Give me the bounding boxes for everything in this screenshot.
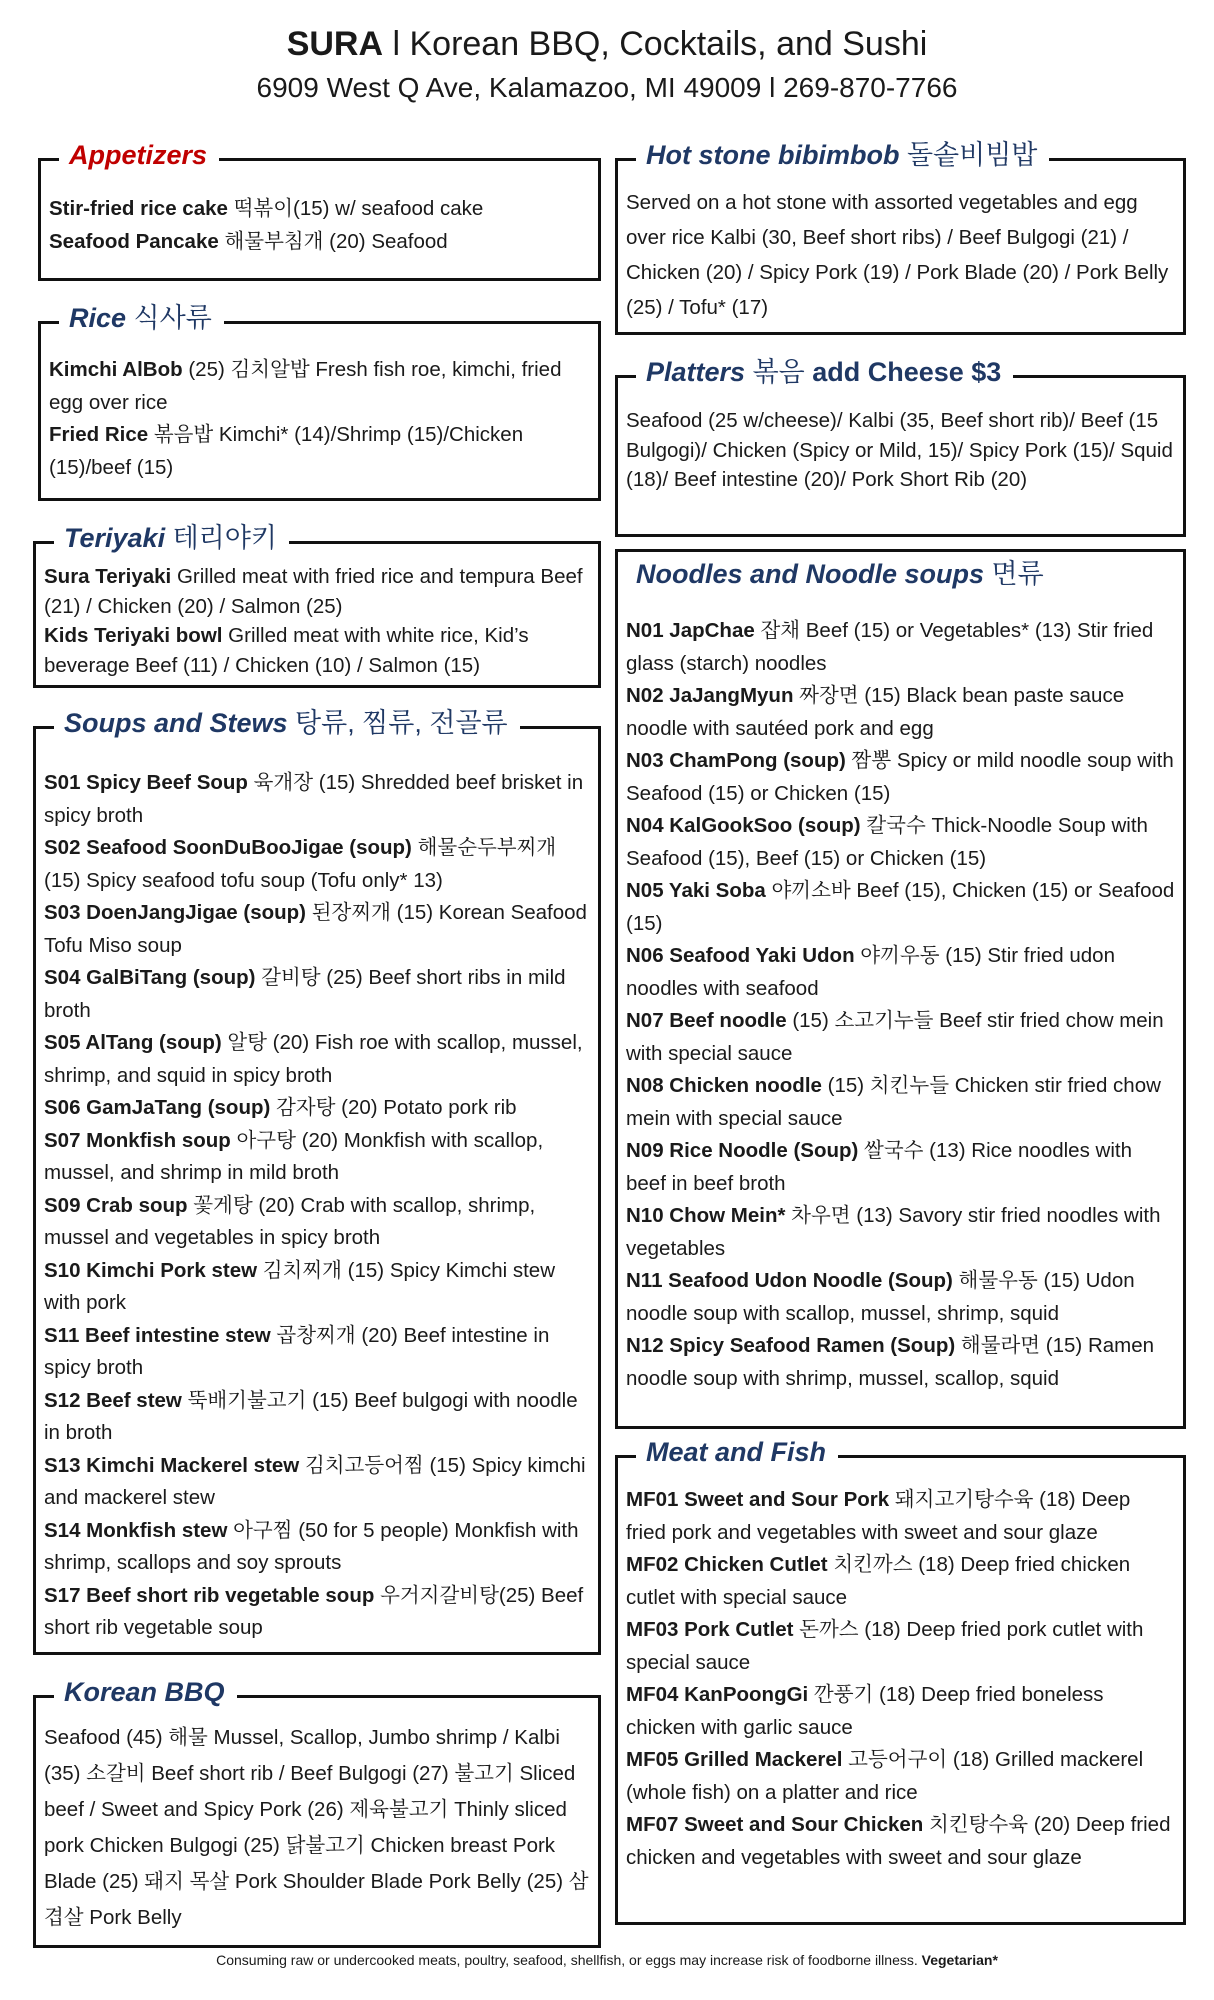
menu-item [626,1549,1175,1614]
menu-item-name: N05 Yaki Soba [626,879,766,902]
menu-item-description: 갈비탕 (25) Beef short ribs in mild broth [44,966,566,1022]
menu-item-description: 우거지갈비탕(25) Beef short rib vegetable soup [44,1583,584,1639]
menu-item-name: MF07 Sweet and Sour Chicken [626,1813,924,1836]
menu-item-name: Seafood Pancake [49,229,219,253]
menu-item [626,680,1175,745]
menu-item [44,1450,590,1515]
menu-item-description: 곱창찌개 (20) Beef intestine in spicy broth [44,1323,550,1379]
menu-item [626,1330,1175,1395]
menu-item-name: S04 GalBiTang (soup) [44,966,256,989]
menu-item-name: S12 Beef stew [44,1388,182,1412]
menu-item-description: 아구탕 (20) Monkfish with scallop, mussel, and shrimp in mild broth [44,1128,544,1184]
menu-item [626,1135,1175,1200]
menu-item [44,1580,590,1645]
menu-item-description: 육개장 (15) Shredded beef brisket in spicy broth [44,771,584,827]
menu-item-name: S09 Crab soup [44,1193,188,1217]
menu-item-description: 알탕 (20) Fish roe with scallop, mussel, shrimp, and squid in spicy broth [44,1031,583,1087]
platters-section [615,357,1186,537]
menu-item-name: MF04 KanPoongGi [626,1683,809,1706]
menu-item [44,1255,590,1320]
bibimbob-title-ko: 돌솥비빔밥 [899,140,1038,170]
menu-item-name: N09 Rice Noodle (Soup) [626,1139,859,1162]
menu-item [44,1385,590,1450]
platters-cheese-note: add Cheese $3 [812,357,1002,387]
soups-title [54,703,520,743]
menu-item-name: S05 AlTang (soup) [44,1031,222,1054]
menu-item [44,1190,590,1255]
menu-item [626,1484,1175,1549]
menu-item-name: N11 Seafood Udon Noodle (Soup) [626,1269,953,1292]
menu-item-name: N04 KalGookSoo (soup) [626,814,861,837]
menu-item-description: 치킨까스 (18) Deep fried chicken cutlet with special sauce [626,1553,1131,1609]
menu-item [44,1027,590,1092]
meatfish-section [615,1437,1186,1925]
teriyaki-title [54,518,289,558]
menu-item-name: MF02 Chicken Cutlet [626,1553,828,1576]
rice-title-en: Rice [69,303,127,333]
menu-item-name: Sura Teriyaki [44,565,172,588]
menu-item-name: Stir-fried rice cake [49,197,228,220]
menu-item-name: S10 Kimchi Pork stew [44,1258,258,1282]
rice-section [38,303,601,501]
menu-item [44,1125,590,1190]
menu-item-description: 쌀국수 (13) Rice noodles with beef in beef broth [626,1139,1132,1195]
menu-item-description: 꽃게탕 (20) Crab with scallop, shrimp, mussel and vegetables in spicy broth [44,1193,536,1249]
menu-item-name: S07 Monkfish soup [44,1128,231,1152]
menu-item-name: S13 Kimchi Mackerel stew [44,1453,300,1477]
menu-item-description: 치킨탕수육 (20) Deep fried chicken and vegetables with sweet and sour glaze [626,1813,1171,1869]
menu-item [44,767,590,832]
menu-header [0,22,1214,108]
menu-item-description: 야끼우동 (15) Stir fried udon noodles with seafood [626,944,1115,1000]
menu-item [626,1265,1175,1330]
menu-item-description: Grilled meat with white rice, Kid’s beverage Beef (11) / Chicken (10) / Salmon (15) [44,624,529,677]
menu-item-description: 뚝배기불고기 (15) Beef bulgogi with noodle in broth [44,1388,578,1444]
menu-item-description: (15) 치킨누들 Chicken stir fried chow mein with special sauce [626,1074,1161,1130]
bbq-title: Korean BBQ [54,1672,237,1712]
platters-text: Seafood (25 w/cheese)/ Kalbi (35, Beef short rib)/ Beef (15 Bulgogi)/ Chicken (Spicy or Mild, 15)/ Spicy Pork (15)/ Squid (18)/ Beef intestine (20)/ Pork Short Rib (20) [626,409,1173,491]
menu-item [626,1070,1175,1135]
menu-item-name: Kimchi AlBob [49,358,183,381]
bibimbob-text: Served on a hot stone with assorted vegetables and egg over rice Kalbi (30, Beef short ribs) / Beef Bulgogi (21) / Chicken (20) / Spicy Pork (19) / Pork Blade (20) / Pork Belly (25) / Tofu* (17) [626,191,1169,319]
menu-item-name: N03 ChamPong (soup) [626,749,846,772]
menu-item-description: 된장찌개 (15) Korean Seafood Tofu Miso soup [44,901,587,957]
menu-item [44,1320,590,1385]
menu-item-description: 볶음밥 Kimchi* (14)/Shrimp (15)/Chicken (15)/beef (15) [49,423,524,479]
menu-item-description: 김치찌개 (15) Spicy Kimchi stew with pork [44,1258,555,1314]
menu-item-name: N07 Beef noodle [626,1009,787,1032]
rice-title-ko: 식사류 [126,303,212,333]
restaurant-tagline: l Korean BBQ, Cocktails, and Sushi [383,25,928,63]
menu-item-description: 해물순두부찌개 (15) Spicy seafood tofu soup (Tofu only* 13) [44,836,557,892]
menu-item-name: S11 Beef intestine stew [44,1323,271,1347]
menu-item-description: 차우면 (13) Savory stir fried noodles with vegetables [626,1204,1161,1260]
soups-title-en: Soups and Stews [64,708,288,738]
soups-list [44,767,590,1645]
menu-item-name: N08 Chicken noodle [626,1074,822,1097]
menu-item-name: Fried Rice [49,423,149,446]
menu-item-description: 김치고등어찜 (15) Spicy kimchi and mackerel stew [44,1453,586,1509]
menu-item-name: MF01 Sweet and Sour Pork [626,1488,890,1511]
menu-item-description: 깐풍기 (18) Deep fried boneless chicken with garlic sauce [626,1683,1104,1739]
menu-item-name: N10 Chow Mein* [626,1204,786,1227]
bibimbob-title [636,135,1049,175]
menu-item-description: 감자탕 (20) Potato pork rib [270,1096,517,1119]
menu-item [626,1744,1175,1809]
restaurant-address: 6909 West Q Ave, Kalamazoo, MI 49009 l 269-870-7766 [256,72,958,103]
menu-item-description: 잡채 Beef (15) or Vegetables* (13) Stir fried glass (starch) noodles [626,619,1154,675]
menu-item-name: N01 JapChae [626,619,755,642]
menu-item [44,962,590,1027]
appetizers-title: Appetizers [59,135,219,175]
menu-item [626,745,1175,810]
bbq-text: Seafood (45) 해물 Mussel, Scallop, Jumbo shrimp / Kalbi (35) 소갈비 Beef short rib / Beef Bulgogi (27) 불고기 Sliced beef / Sweet and Spicy Pork (26) 제육불고기 Thinly sliced pork Chicken Bulgogi (25) 닭불고기 Chicken breast Pork Blade (25) 돼지 목살 Pork Shoulder Blade Pork Belly (25) 삼겹살 Pork Belly [44,1726,589,1929]
platters-title-ko: 볶음 [745,357,813,387]
menu-item [49,419,590,484]
menu-item [44,562,590,621]
platters-title-en: Platters [646,357,746,387]
menu-item [626,1005,1175,1070]
soups-title-ko: 탕류, 찜류, 전골류 [287,708,508,738]
menu-item [626,1809,1175,1874]
noodles-list [626,615,1175,1395]
noodles-title-ko: 면류 [984,559,1044,589]
menu-item [44,897,590,962]
menu-item-description: Grilled meat with fried rice and tempura Beef (21) / Chicken (20) / Salmon (25) [44,565,583,618]
food-safety-note [0,1952,1214,1968]
menu-item-name: S17 Beef short rib vegetable soup [44,1583,375,1607]
teriyaki-title-ko: 테리야키 [165,523,277,553]
meatfish-list [626,1484,1175,1874]
menu-item [626,615,1175,680]
appetizers-list [49,193,590,258]
menu-item-description: 해물라면 (15) Ramen noodle soup with shrimp, mussel, scallop, squid [626,1334,1155,1390]
noodles-section [615,549,1186,1429]
menu-item-description: (25) 김치알밥 Fresh fish roe, kimchi, fried egg over rice [49,358,562,414]
teriyaki-list [44,562,590,680]
menu-item-name: N02 JaJangMyun [626,684,794,707]
menu-item-description: 고등어구이 (18) Grilled mackerel (whole fish) on a platter and rice [626,1748,1144,1804]
menu-item-description: 해물우동 (15) Udon noodle soup with scallop, mussel, shrimp, squid [626,1269,1135,1325]
soups-section [33,708,601,1655]
menu-item-description: 돈까스 (18) Deep fried pork cutlet with special sauce [626,1618,1144,1674]
menu-item-name: S01 Spicy Beef Soup [44,771,248,794]
vegetarian-legend: Vegetarian* [921,1952,998,1968]
menu-item-description: 돼지고기탕수육 (18) Deep fried pork and vegetables with sweet and sour glaze [626,1488,1131,1544]
menu-item [626,1614,1175,1679]
menu-item-name: S03 DoenJangJigae (soup) [44,901,307,924]
menu-item-name: N06 Seafood Yaki Udon [626,944,855,967]
menu-item-description: 짜장면 (15) Black bean paste sauce noodle with sautéed pork and egg [626,684,1125,740]
teriyaki-title-en: Teriyaki [64,523,166,553]
menu-item [626,810,1175,875]
restaurant-title [0,22,1214,66]
bbq-section [33,1677,601,1948]
menu-item-name: S14 Monkfish stew [44,1518,228,1542]
menu-item [44,621,590,680]
menu-item [49,193,590,226]
noodles-title-en: Noodles and Noodle soups [636,559,985,589]
meatfish-title: Meat and Fish [636,1432,838,1472]
menu-item-description: 떡볶이(15) w/ seafood cake [227,197,484,220]
menu-item-name: Kids Teriyaki bowl [44,624,223,647]
menu-item-description: 칼국수 Thick-Noodle Soup with Seafood (15), Beef (15) or Chicken (15) [626,814,1148,870]
bibimbob-title-en: Hot stone bibimbob [646,140,900,170]
menu-item-description: 해물부침개 (20) Seafood [218,229,448,253]
appetizers-section [38,140,601,281]
food-safety-text: Consuming raw or undercooked meats, poultry, seafood, shellfish, or eggs may increase risk of foodborne illness. [216,1952,922,1968]
menu-item-name: S06 GamJaTang (soup) [44,1096,271,1119]
menu-item-name: S02 Seafood SoonDuBooJigae (soup) [44,836,412,859]
menu-item [44,1515,590,1580]
menu-item [49,226,590,259]
bibimbob-section [615,140,1186,335]
menu-item-name: MF03 Pork Cutlet [626,1618,794,1641]
menu-item [626,1679,1175,1744]
menu-item-description: 짬뽕 Spicy or mild noodle soup with Seafood (15) or Chicken (15) [626,749,1174,805]
rice-list [49,354,590,484]
menu-item [626,875,1175,940]
menu-item-description: (15) 소고기누들 Beef stir fried chow mein with special sauce [626,1009,1164,1065]
platters-title [636,352,1013,392]
menu-item [626,940,1175,1005]
menu-item [44,832,590,897]
noodles-title [626,554,1056,594]
menu-item-name: MF05 Grilled Mackerel [626,1748,843,1771]
rice-title [59,298,224,338]
menu-item [44,1092,590,1125]
menu-item [49,354,590,419]
restaurant-name: SURA [286,25,384,63]
menu-item [626,1200,1175,1265]
menu-item-name: N12 Spicy Seafood Ramen (Soup) [626,1334,956,1357]
menu-item-description: 아구찜 (50 for 5 people) Monkfish with shrimp, scallops and soy sprouts [44,1518,579,1574]
teriyaki-section [33,523,601,688]
menu-item-description: 야끼소바 Beef (15), Chicken (15) or Seafood (15) [626,879,1175,935]
